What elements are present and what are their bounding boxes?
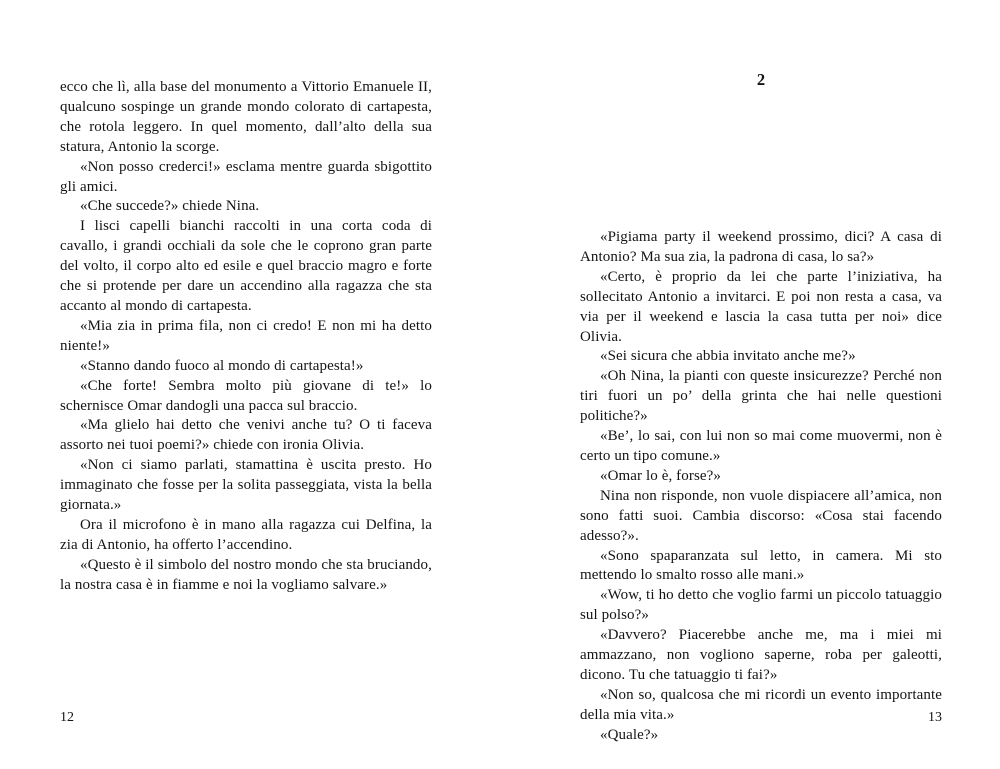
paragraph: «Oh Nina, la pianti con queste insicurezze? Perché non tiri fuori un po’ della grinta che hai nelle questioni politiche?» (580, 368, 942, 425)
paragraph: «Be’, lo sai, con lui non so mai come muovermi, non è certo un tipo comune.» (580, 428, 942, 464)
paragraph: «Che succede?» chiede Nina. (80, 198, 260, 215)
left-page (60, 78, 432, 596)
page-number: 13 (928, 710, 942, 725)
chapter-number: 2 (756, 70, 766, 89)
paragraph: «Wow, ti ho detto che voglio farmi un piccolo tatuaggio sul polso?» (580, 587, 942, 624)
paragraph: «Davvero? Piacerebbe anche me, ma i miei mi ammazzano, non vogliono saperne, roba per galeotti, dicono. Tu che tatuaggio ti fai?» (580, 627, 942, 683)
paragraph: «Sei sicura che abbia invitato anche me?» (600, 348, 856, 365)
paragraph: Nina non risponde, non vuole dispiacere all’amica, non sono fatti suoi. Cambia discorso: «Cosa stai facendo adesso?». (580, 487, 942, 544)
paragraph: «Questo è il simbolo del nostro mondo che sta bruciando, la nostra casa è in fiamme e noi la vogliamo salvare.» (60, 556, 432, 593)
paragraph: «Stanno dando fuoco al mondo di cartapesta!» (80, 357, 364, 374)
paragraph: «Sono spaparanzata sul letto, in camera. Mi sto mettendo lo smalto rosso alle mani.» (580, 547, 942, 584)
paragraph: «Omar lo è, forse?» (600, 467, 722, 484)
paragraph: «Pigiama party il weekend prossimo, dici? A casa di Antonio? Ma sua zia, la padrona di casa, lo sa?» (580, 229, 942, 265)
right-page (580, 70, 942, 746)
right-page-text (580, 228, 942, 746)
paragraph: «Certo, è proprio da lei che parte l’iniziativa, ha sollecitato Antonio a invitarci. E poi non resta a casa, va via per il weekend e lascia la casa tutta per noi» dice Olivia. (580, 268, 942, 345)
left-page-text (60, 78, 432, 596)
paragraph: Ora il microfono è in mano alla ragazza cui Delfina, la zia di Antonio, ha offerto l’accendino. (60, 516, 432, 553)
page-number: 12 (60, 710, 74, 725)
paragraph: «Non posso crederci!» esclama mentre guarda sbigottito gli amici. (60, 158, 432, 195)
paragraph: «Quale?» (600, 726, 659, 743)
paragraph: «Non so, qualcosa che mi ricordi un evento importante della mia vita.» (580, 686, 942, 723)
paragraph: «Che forte! Sembra molto più giovane di te!» lo schernisce Omar dandogli una pacca sul braccio. (60, 377, 432, 414)
paragraph: «Ma glielo hai detto che venivi anche tu? O ti faceva assorto nei tuoi poemi?» chiede con ironia Olivia. (60, 417, 432, 454)
paragraph: ecco che lì, alla base del monumento a Vittorio Emanuele II, qualcuno sospinge un grande mondo colorato di cartapesta, che rotola leggero. In quel momento, dall’alto della sua statura, Antonio la scorge. (60, 79, 432, 155)
paragraph: «Mia zia in prima fila, non ci credo! E non mi ha detto niente!» (60, 317, 432, 354)
paragraph: «Non ci siamo parlati, stamattina è uscita presto. Ho immaginato che fosse per la solita passeggiata, vista la bella giornata.» (60, 457, 432, 514)
paragraph: I lisci capelli bianchi raccolti in una corta coda di cavallo, i grandi occhiali da sole che le coprono gran parte del volto, il corpo alto ed esile e quel braccio magro e forte che si protende per dare un accendino alla ragazza che sta accanto al mondo di cartapesta. (60, 218, 432, 314)
